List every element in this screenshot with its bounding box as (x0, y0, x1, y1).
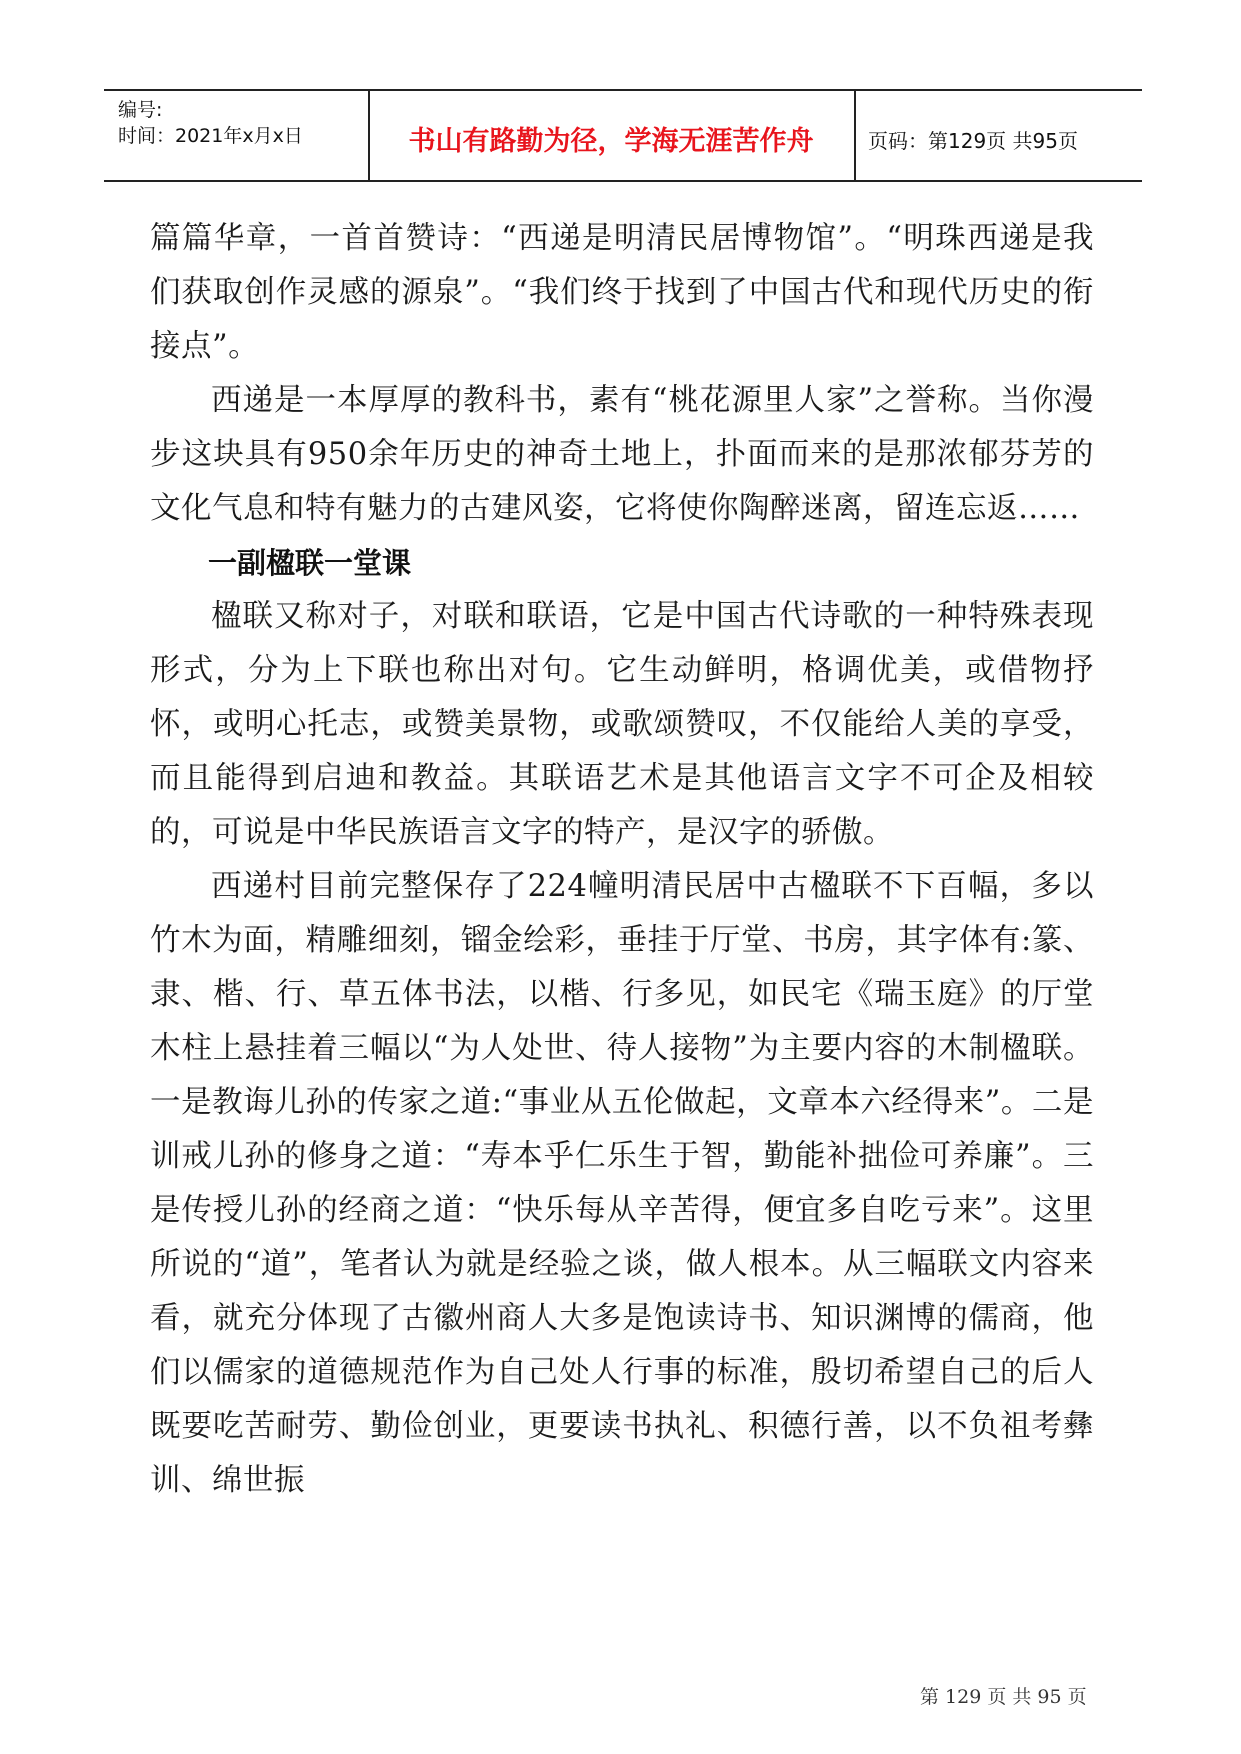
section-heading: 一副楹联一堂课 (208, 546, 412, 580)
document-header (104, 89, 1142, 182)
page-footer: 第 129 页 共 95 页 (920, 1686, 1087, 1708)
body-paragraph: 西递村目前完整保存了224幢明清民居中古楹联不下百幅，多以竹木为面，精雕细刻，镏金绘彩，垂挂于厅堂、书房，其字体有:篆、隶、楷、行、草五体书法，以楷、行多见，如民宅《瑞玉庭》的厅堂木柱上悬挂着三幅以“为人处世、待人接物”为主要内容的木制楹联。一是教诲儿孙的传家之道:“事业从五伦做起，文章本六经得来”。二是训戒儿孙的修身之道：“寿本乎仁乐生于智，勤能补拙俭可养廉”。三是传授儿孙的经商之道：“快乐每从辛苦得，便宜多自吃亏来”。这里所说的“道”，笔者认为就是经验之谈，做人根本。从三幅联文内容来看，就充分体现了古徽州商人大多是饱读诗书、知识渊博的儒商，他们以儒家的道德规范作为自己处人行事的标准，殷切希望自己的后人既要吃苦耐劳、勤俭创业，更要读书执礼、积德行善，以不负祖考彝训、绵世振 (150, 869, 1094, 1498)
document-number-label: 编号: (118, 99, 163, 121)
body-paragraph: 西递是一本厚厚的教科书，素有“桃花源里人家”之誉称。当你漫步这块具有950余年历史的神奇土地上，扑面而来的是那浓郁芬芳的文化气息和特有魅力的古建风姿，它将使你陶醉迷离，留连忘返…… (150, 383, 1094, 526)
document-time-label: 时间：2021年x月x日 (118, 125, 303, 147)
header-motto-cell (368, 91, 856, 180)
header-meta-cell (104, 91, 370, 180)
document-body (150, 212, 1094, 1508)
body-paragraph: 楹联又称对子，对联和联语，它是中国古代诗歌的一种特殊表现形式，分为上下联也称出对句。它生动鲜明，格调优美，或借物抒怀，或明心托志，或赞美景物，或歌颂赞叹，不仅能给人美的享受，而且能得到启迪和教益。其联语艺术是其他语言文字不可企及相较的，可说是中华民族语言文字的特产，是汉字的骄傲。 (150, 599, 1094, 850)
header-motto: 书山有路勤为径，学海无涯苦作舟 (408, 126, 814, 157)
header-page-code: 页码：第129页 共95页 (868, 129, 1078, 153)
header-page-cell (854, 91, 1142, 180)
body-paragraph-continued: 篇篇华章，一首首赞诗：“西递是明清民居博物馆”。“明珠西递是我们获取创作灵感的源泉”。“我们终于找到了中国古代和现代历史的衔接点”。 (150, 221, 1094, 364)
